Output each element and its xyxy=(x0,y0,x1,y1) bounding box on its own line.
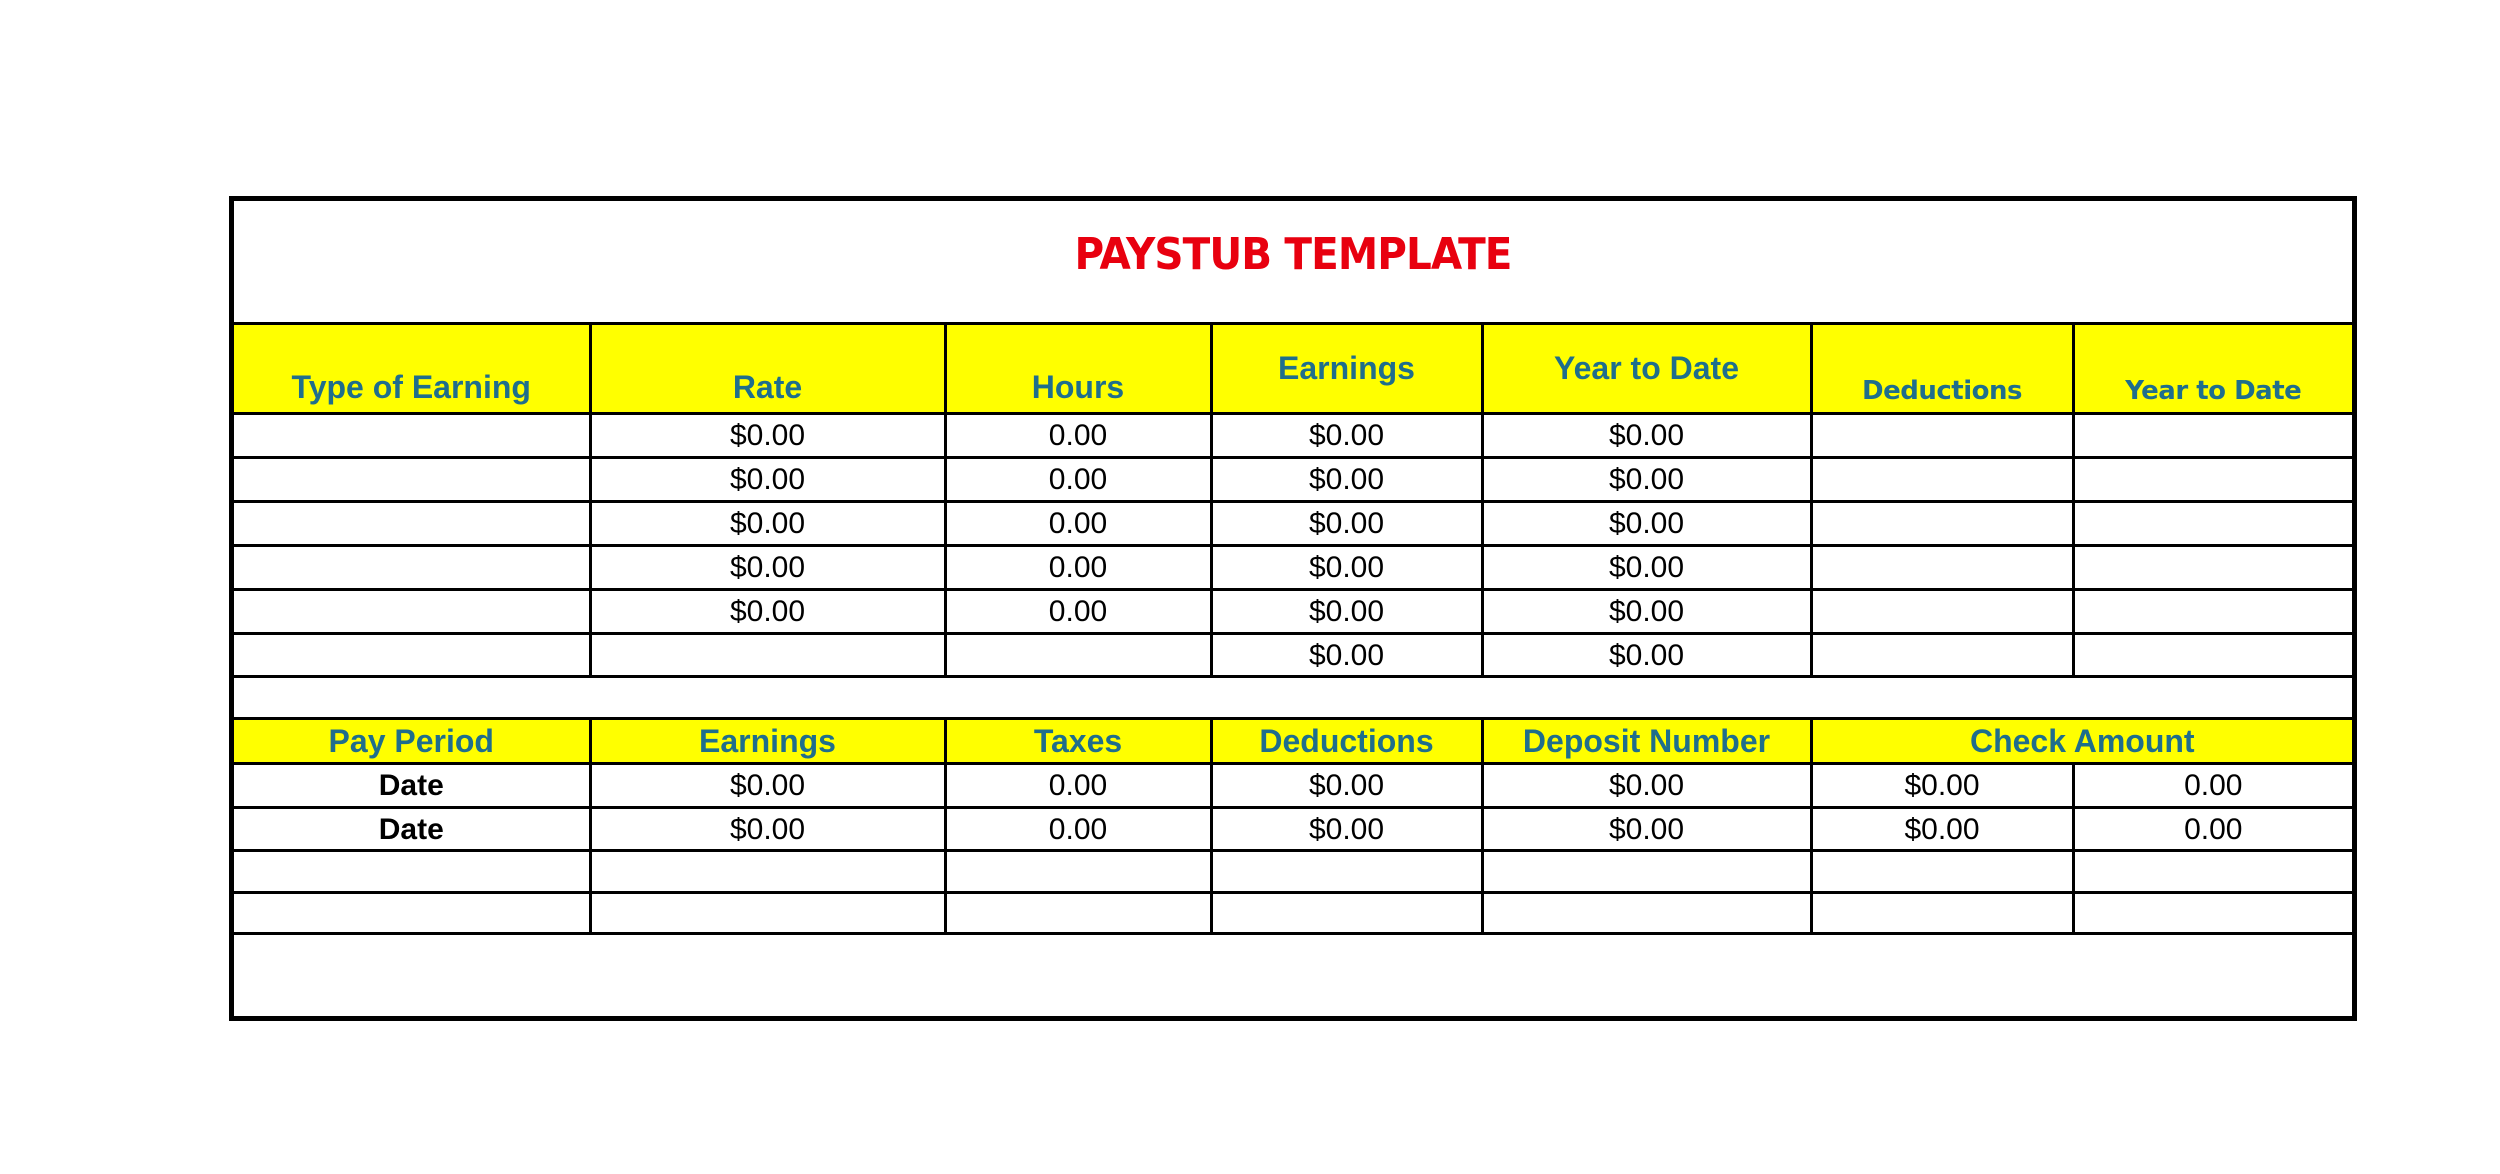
deductions-cell[interactable]: $0.00 xyxy=(1211,808,1482,851)
header-year-to-date: Year to Date xyxy=(1482,324,1811,414)
earnings-header-row xyxy=(234,324,2352,414)
header-type-of-earning: Type of Earning xyxy=(234,324,590,414)
deductions-cell[interactable] xyxy=(1211,851,1482,893)
year-to-date-cell[interactable]: $0.00 xyxy=(1482,458,1811,502)
pay-period-cell[interactable] xyxy=(234,893,590,934)
earnings-cell[interactable]: $0.00 xyxy=(590,764,945,808)
pay-period-cell[interactable]: Date xyxy=(234,808,590,851)
type-of-earning-cell[interactable] xyxy=(234,414,590,458)
check-amount-secondary-cell[interactable] xyxy=(2073,851,2352,893)
summary-table xyxy=(234,717,2352,935)
header-check-amount: Check Amount xyxy=(1811,719,2352,764)
deductions-ytd-cell[interactable] xyxy=(2073,546,2352,590)
earnings-row xyxy=(234,502,2352,546)
earnings-cell[interactable]: $0.00 xyxy=(590,808,945,851)
earnings-cell[interactable]: $0.00 xyxy=(1211,414,1482,458)
year-to-date-cell[interactable]: $0.00 xyxy=(1482,590,1811,634)
year-to-date-total-cell[interactable]: $0.00 xyxy=(1482,634,1811,677)
deductions-cell[interactable] xyxy=(1811,634,2073,677)
type-of-earning-cell[interactable] xyxy=(234,458,590,502)
earnings-cell[interactable]: $0.00 xyxy=(1211,458,1482,502)
deposit-number-cell[interactable]: $0.00 xyxy=(1482,764,1811,808)
rate-cell[interactable]: $0.00 xyxy=(590,458,945,502)
spacer-cell xyxy=(234,677,2352,719)
type-of-earning-cell[interactable] xyxy=(234,590,590,634)
header-deductions: Deductions xyxy=(1811,324,2073,414)
check-amount-cell[interactable] xyxy=(1811,851,2073,893)
type-of-earning-cell[interactable] xyxy=(234,634,590,677)
taxes-cell[interactable]: 0.00 xyxy=(945,764,1211,808)
summary-row xyxy=(234,808,2352,851)
header-earnings: Earnings xyxy=(1211,324,1482,414)
hours-cell[interactable] xyxy=(945,634,1211,677)
check-amount-secondary-cell[interactable]: 0.00 xyxy=(2073,764,2352,808)
spacer-row xyxy=(234,677,2352,719)
deductions-cell[interactable] xyxy=(1811,414,2073,458)
earnings-row xyxy=(234,546,2352,590)
check-amount-cell[interactable]: $0.00 xyxy=(1811,808,2073,851)
year-to-date-cell[interactable]: $0.00 xyxy=(1482,546,1811,590)
deductions-cell[interactable] xyxy=(1811,590,2073,634)
earnings-cell[interactable] xyxy=(590,851,945,893)
deposit-number-cell[interactable]: $0.00 xyxy=(1482,808,1811,851)
paystub-sheet xyxy=(229,196,2357,1021)
summary-row xyxy=(234,764,2352,808)
taxes-cell[interactable]: 0.00 xyxy=(945,808,1211,851)
check-amount-secondary-cell[interactable]: 0.00 xyxy=(2073,808,2352,851)
deposit-number-cell[interactable] xyxy=(1482,851,1811,893)
page-title: PAYSTUB TEMPLATE xyxy=(1074,229,1512,280)
deposit-number-cell[interactable] xyxy=(1482,893,1811,934)
header-earnings: Earnings xyxy=(590,719,945,764)
type-of-earning-cell[interactable] xyxy=(234,502,590,546)
header-taxes: Taxes xyxy=(945,719,1211,764)
deductions-cell[interactable] xyxy=(1811,546,2073,590)
summary-header-row xyxy=(234,719,2352,764)
header-deductions-year-to-date: Year to Date xyxy=(2073,324,2352,414)
earnings-row xyxy=(234,414,2352,458)
summary-row xyxy=(234,851,2352,893)
earnings-table xyxy=(234,322,2352,720)
earnings-row xyxy=(234,590,2352,634)
earnings-cell[interactable]: $0.00 xyxy=(1211,502,1482,546)
earnings-total-row xyxy=(234,634,2352,677)
pay-period-cell[interactable]: Date xyxy=(234,764,590,808)
deductions-ytd-cell[interactable] xyxy=(2073,414,2352,458)
earnings-cell[interactable] xyxy=(590,893,945,934)
type-of-earning-cell[interactable] xyxy=(234,546,590,590)
deductions-ytd-cell[interactable] xyxy=(2073,458,2352,502)
deductions-cell[interactable] xyxy=(1211,893,1482,934)
hours-cell[interactable]: 0.00 xyxy=(945,414,1211,458)
hours-cell[interactable]: 0.00 xyxy=(945,546,1211,590)
year-to-date-cell[interactable]: $0.00 xyxy=(1482,414,1811,458)
earnings-total-cell[interactable]: $0.00 xyxy=(1211,634,1482,677)
deductions-ytd-cell[interactable] xyxy=(2073,502,2352,546)
summary-row xyxy=(234,893,2352,934)
earnings-cell[interactable]: $0.00 xyxy=(1211,590,1482,634)
rate-cell[interactable]: $0.00 xyxy=(590,590,945,634)
rate-cell[interactable]: $0.00 xyxy=(590,502,945,546)
check-amount-secondary-cell[interactable] xyxy=(2073,893,2352,934)
deductions-cell[interactable] xyxy=(1811,458,2073,502)
pay-period-cell[interactable] xyxy=(234,851,590,893)
deductions-cell[interactable] xyxy=(1811,502,2073,546)
rate-cell[interactable] xyxy=(590,634,945,677)
header-rate: Rate xyxy=(590,324,945,414)
taxes-cell[interactable] xyxy=(945,851,1211,893)
hours-cell[interactable]: 0.00 xyxy=(945,502,1211,546)
header-deductions: Deductions xyxy=(1211,719,1482,764)
header-hours: Hours xyxy=(945,324,1211,414)
rate-cell[interactable]: $0.00 xyxy=(590,546,945,590)
year-to-date-cell[interactable]: $0.00 xyxy=(1482,502,1811,546)
rate-cell[interactable]: $0.00 xyxy=(590,414,945,458)
check-amount-cell[interactable] xyxy=(1811,893,2073,934)
earnings-cell[interactable]: $0.00 xyxy=(1211,546,1482,590)
header-deposit-number: Deposit Number xyxy=(1482,719,1811,764)
check-amount-cell[interactable]: $0.00 xyxy=(1811,764,2073,808)
hours-cell[interactable]: 0.00 xyxy=(945,590,1211,634)
hours-cell[interactable]: 0.00 xyxy=(945,458,1211,502)
taxes-cell[interactable] xyxy=(945,893,1211,934)
deductions-ytd-cell[interactable] xyxy=(2073,590,2352,634)
deductions-cell[interactable]: $0.00 xyxy=(1211,764,1482,808)
deductions-ytd-cell[interactable] xyxy=(2073,634,2352,677)
earnings-row xyxy=(234,458,2352,502)
header-pay-period: Pay Period xyxy=(234,719,590,764)
